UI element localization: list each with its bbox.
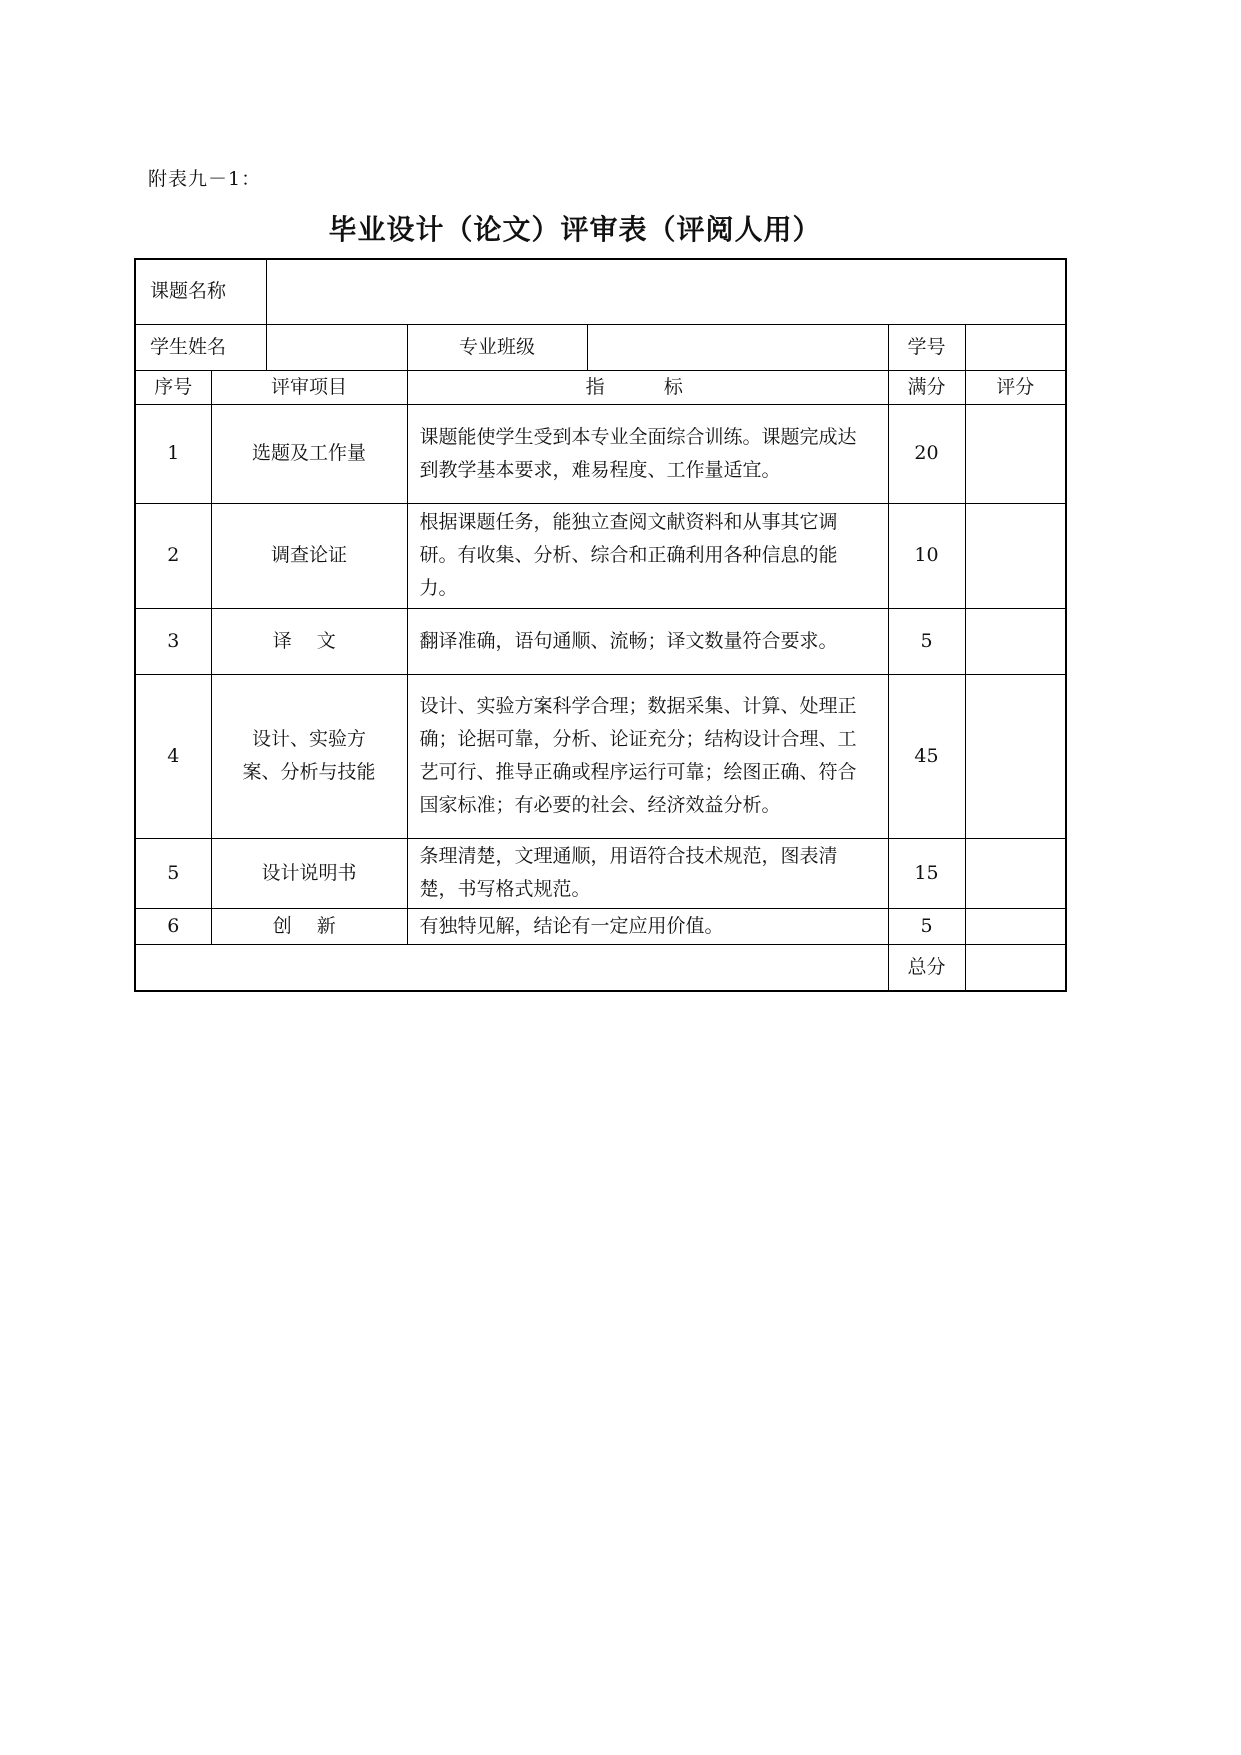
row-full-score: 5 [888, 608, 965, 674]
row-score-input[interactable] [965, 404, 1066, 503]
row-item: 创 新 [211, 908, 407, 944]
row-indicator: 根据课题任务，能独立查阅文献资料和从事其它调研。有收集、分析、综合和正确利用各种信息的能力。 [407, 503, 888, 608]
student-name-label: 学生姓名 [135, 324, 266, 370]
row-indicator: 课题能使学生受到本专业全面综合训练。课题完成达到教学基本要求，难易程度、工作量适宜。 [407, 404, 888, 503]
row-seq: 5 [135, 838, 211, 908]
student-id-label: 学号 [888, 324, 965, 370]
row-full-score: 15 [888, 838, 965, 908]
row-seq: 6 [135, 908, 211, 944]
topic-input[interactable] [266, 259, 1066, 324]
row-item: 译 文 [211, 608, 407, 674]
row-score-input[interactable] [965, 838, 1066, 908]
table-row [135, 838, 1066, 908]
header-row [135, 370, 1066, 404]
topic-label: 课题名称 [135, 259, 266, 324]
row-indicator: 条理清楚，文理通顺，用语符合技术规范，图表清楚，书写格式规范。 [407, 838, 888, 908]
review-table [134, 258, 1067, 992]
total-score-input[interactable] [965, 944, 1066, 991]
row-seq: 2 [135, 503, 211, 608]
table-row [135, 404, 1066, 503]
row-full-score: 20 [888, 404, 965, 503]
table-row [135, 674, 1066, 838]
header-indicator: 指 标 [407, 370, 888, 404]
header-item: 评审项目 [211, 370, 407, 404]
row-seq: 1 [135, 404, 211, 503]
table-row [135, 503, 1066, 608]
row-item: 设计、实验方案、分析与技能 [211, 674, 407, 838]
row-indicator: 有独特见解，结论有一定应用价值。 [407, 908, 888, 944]
major-class-label: 专业班级 [407, 324, 587, 370]
topic-row [135, 259, 1066, 324]
row-indicator: 设计、实验方案科学合理；数据采集、计算、处理正确；论据可靠，分析、论证充分；结构设计合理、工艺可行、推导正确或程序运行可靠；绘图正确、符合国家标准；有必要的社会、经济效益分析。 [407, 674, 888, 838]
page-title: 毕业设计（论文）评审表（评阅人用） [328, 213, 822, 246]
student-name-input[interactable] [266, 324, 407, 370]
row-score-input[interactable] [965, 608, 1066, 674]
total-row [135, 944, 1066, 991]
appendix-label: 附表九－1： [148, 168, 262, 190]
row-full-score: 5 [888, 908, 965, 944]
student-id-input[interactable] [965, 324, 1066, 370]
header-seq: 序号 [135, 370, 211, 404]
total-blank [135, 944, 888, 991]
table-row [135, 908, 1066, 944]
major-class-input[interactable] [587, 324, 888, 370]
total-label: 总分 [888, 944, 965, 991]
row-full-score: 45 [888, 674, 965, 838]
student-info-row [135, 324, 1066, 370]
row-full-score: 10 [888, 503, 965, 608]
row-item: 调查论证 [211, 503, 407, 608]
header-full-score: 满分 [888, 370, 965, 404]
row-item: 设计说明书 [211, 838, 407, 908]
header-score: 评分 [965, 370, 1066, 404]
row-score-input[interactable] [965, 503, 1066, 608]
row-item: 选题及工作量 [211, 404, 407, 503]
row-score-input[interactable] [965, 908, 1066, 944]
row-seq: 3 [135, 608, 211, 674]
row-score-input[interactable] [965, 674, 1066, 838]
row-seq: 4 [135, 674, 211, 838]
row-indicator: 翻译准确，语句通顺、流畅；译文数量符合要求。 [407, 608, 888, 674]
table-row [135, 608, 1066, 674]
